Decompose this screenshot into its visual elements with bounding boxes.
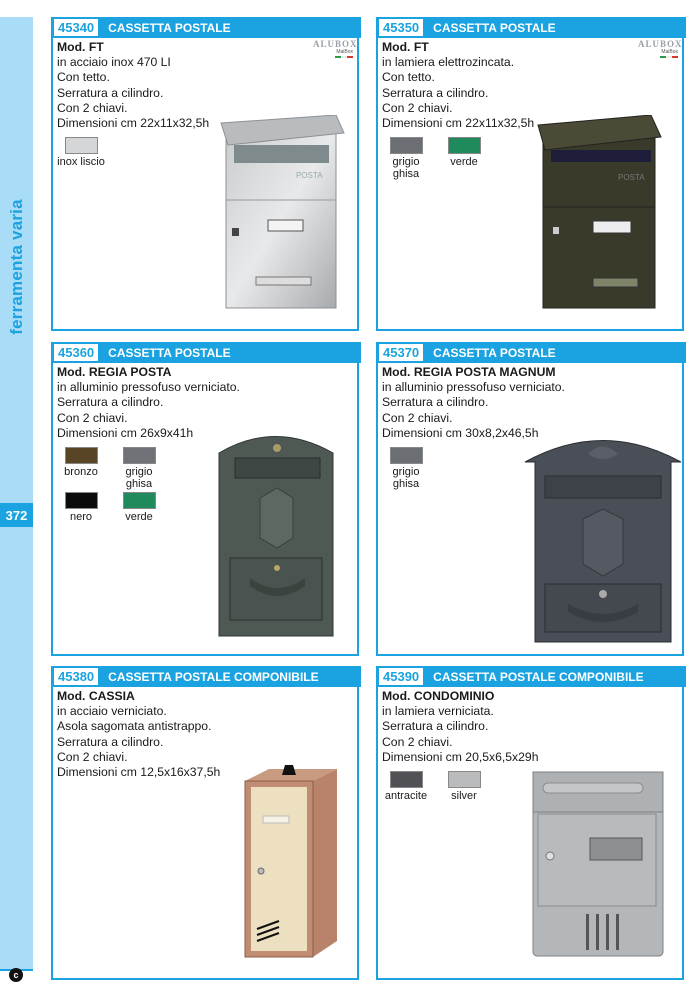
product-header bbox=[51, 17, 361, 38]
model-name: Mod. CONDOMINIO bbox=[382, 689, 495, 703]
product-title: CASSETTA POSTALE bbox=[108, 345, 231, 360]
color-swatch bbox=[57, 447, 105, 490]
product-code: 45340 bbox=[54, 19, 98, 36]
swatch-label: bronzo bbox=[64, 466, 98, 479]
color-swatch bbox=[382, 447, 430, 490]
model-name: Mod. REGIA POSTA MAGNUM bbox=[382, 365, 556, 379]
description-line: Con 2 chiavi. bbox=[382, 734, 453, 749]
swatch-color-box bbox=[65, 447, 98, 464]
color-swatch bbox=[440, 137, 488, 180]
product-header bbox=[51, 666, 361, 687]
description-line: Con 2 chiavi. bbox=[382, 410, 453, 425]
description-line: Serratura a cilindro. bbox=[382, 395, 489, 410]
description-line: Serratura a cilindro. bbox=[382, 85, 489, 100]
swatch-color-box bbox=[123, 447, 156, 464]
color-swatch bbox=[57, 492, 105, 523]
color-swatches bbox=[382, 137, 502, 182]
product-header bbox=[376, 342, 686, 363]
model-name: Mod. REGIA POSTA bbox=[57, 365, 172, 379]
description-line: in lamiera elettrozincata. bbox=[382, 55, 515, 70]
description-line: Con 2 chiavi. bbox=[57, 410, 128, 425]
svg-text:POSTA: POSTA bbox=[296, 171, 323, 180]
description-line: Dimensioni cm 22x11x32,5h bbox=[382, 116, 535, 131]
swatch-color-box bbox=[448, 137, 481, 154]
color-swatches bbox=[382, 771, 522, 804]
swatch-label: antracite bbox=[384, 790, 428, 803]
color-swatch bbox=[115, 447, 163, 490]
product-title: CASSETTA POSTALE bbox=[108, 20, 231, 35]
dark-green-mailbox-image bbox=[533, 115, 663, 310]
section-title-text: ferramenta varia bbox=[6, 199, 26, 335]
product-header bbox=[51, 342, 361, 363]
product-card-45380 bbox=[51, 666, 359, 980]
svg-text:POSTA: POSTA bbox=[618, 173, 645, 182]
description-line: Con tetto. bbox=[57, 70, 110, 85]
swatch-label: verde bbox=[450, 156, 478, 169]
page-number: 372 bbox=[0, 503, 33, 527]
description-line: in alluminio pressofuso verniciato. bbox=[382, 380, 565, 395]
brand-logo-icon: c bbox=[9, 968, 23, 982]
swatch-label: verde bbox=[125, 511, 153, 524]
swatch-color-box bbox=[390, 447, 423, 464]
product-title: CASSETTA POSTALE bbox=[433, 345, 556, 360]
description-line: Dimensioni cm 22x11x32,5h bbox=[57, 116, 210, 131]
product-title: CASSETTA POSTALE bbox=[433, 20, 556, 35]
model-name: Mod. CASSIA bbox=[57, 689, 135, 703]
sidebar bbox=[0, 17, 33, 980]
description-line: in lamiera verniciata. bbox=[382, 704, 494, 719]
description-line: Serratura a cilindro. bbox=[57, 395, 164, 410]
swatch-color-box bbox=[65, 137, 98, 154]
section-title bbox=[0, 192, 33, 342]
product-title: CASSETTA POSTALE COMPONIBILE bbox=[433, 669, 644, 684]
color-swatch bbox=[382, 137, 430, 180]
regia-posta-magnum-mailbox-image bbox=[523, 424, 683, 644]
swatch-label: inox liscio bbox=[57, 156, 105, 169]
product-card-45350 bbox=[376, 17, 684, 331]
swatch-color-box bbox=[390, 771, 423, 788]
model-name: Mod. FT bbox=[382, 40, 429, 54]
swatch-color-box bbox=[448, 771, 481, 788]
description-line: in acciaio inox 470 LI bbox=[57, 55, 171, 70]
color-swatches bbox=[382, 447, 502, 492]
color-swatch bbox=[57, 137, 105, 168]
product-code: 45380 bbox=[54, 668, 98, 685]
description-line: Con 2 chiavi. bbox=[382, 100, 453, 115]
description-line: in alluminio pressofuso verniciato. bbox=[57, 380, 240, 395]
stainless-mailbox-image bbox=[216, 115, 346, 310]
description-line: Asola sagomata antistrappo. bbox=[57, 719, 212, 734]
color-swatch bbox=[382, 771, 430, 802]
description-line: Serratura a cilindro. bbox=[57, 734, 164, 749]
description-line: Con 2 chiavi. bbox=[57, 100, 128, 115]
color-swatches bbox=[57, 447, 177, 525]
description-line: Con 2 chiavi. bbox=[57, 749, 128, 764]
description-line: Serratura a cilindro. bbox=[57, 85, 164, 100]
swatch-label: silver bbox=[451, 790, 477, 803]
alubox-logo-icon: ALUBOX MaiBox bbox=[638, 39, 678, 59]
swatch-label: nero bbox=[69, 511, 93, 524]
product-code: 45350 bbox=[379, 19, 423, 36]
product-card-45390 bbox=[376, 666, 684, 980]
swatch-color-box bbox=[65, 492, 98, 509]
description-line: Dimensioni cm 30x8,2x46,5h bbox=[382, 425, 539, 440]
description-line: Dimensioni cm 26x9x41h bbox=[57, 425, 194, 440]
product-title: CASSETTA POSTALE COMPONIBILE bbox=[108, 669, 319, 684]
product-card-45360 bbox=[51, 342, 359, 656]
product-code: 45360 bbox=[54, 344, 98, 361]
product-card-45370 bbox=[376, 342, 684, 656]
swatch-label: grigio ghisa bbox=[125, 466, 153, 491]
product-code: 45390 bbox=[379, 668, 423, 685]
product-header bbox=[376, 666, 686, 687]
alubox-logo-icon: ALUBOX MaiBox bbox=[313, 39, 353, 59]
swatch-label: grigio ghisa bbox=[392, 466, 420, 491]
color-swatches bbox=[57, 137, 177, 170]
product-header bbox=[376, 17, 686, 38]
description-line: Dimensioni cm 20,5x6,5x29h bbox=[382, 749, 539, 764]
description-line: Dimensioni cm 12,5x16x37,5h bbox=[57, 765, 221, 780]
description-line: Serratura a cilindro. bbox=[382, 719, 489, 734]
color-swatch bbox=[440, 771, 488, 802]
color-swatch bbox=[115, 492, 163, 523]
swatch-color-box bbox=[123, 492, 156, 509]
product-card-45340 bbox=[51, 17, 359, 331]
regia-posta-mailbox-image bbox=[215, 428, 340, 638]
cassia-mailbox-image bbox=[241, 761, 341, 961]
description-line: in acciaio verniciato. bbox=[57, 704, 167, 719]
swatch-color-box bbox=[390, 137, 423, 154]
model-name: Mod. FT bbox=[57, 40, 104, 54]
product-code: 45370 bbox=[379, 344, 423, 361]
swatch-label: grigio ghisa bbox=[392, 156, 420, 181]
condominio-mailbox-image bbox=[528, 768, 668, 958]
description-line: Con tetto. bbox=[382, 70, 435, 85]
